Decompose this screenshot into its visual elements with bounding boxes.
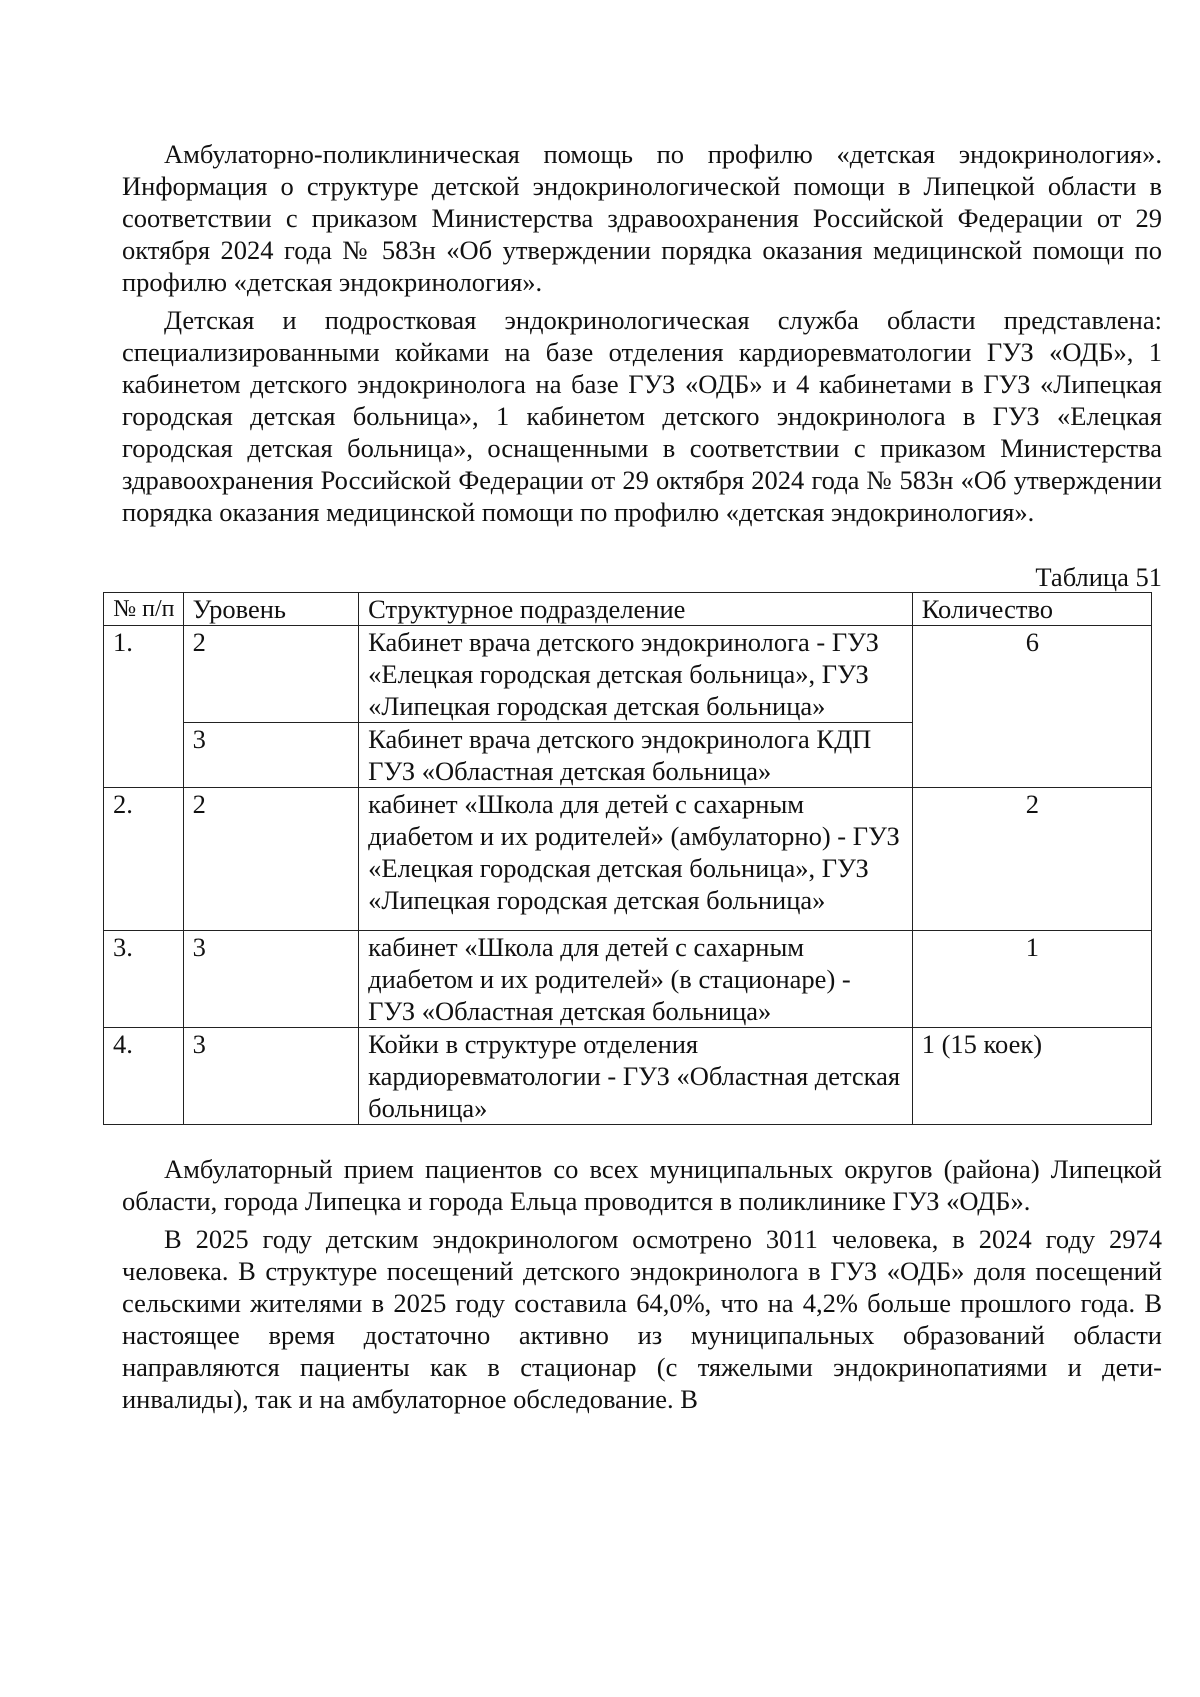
statistics-paragraph: В 2025 году детским эндокринологом осмотрено 3011 человека, в 2024 году 2974 человека. В структуре посещений детского эндокринолога в ГУЗ «ОДБ» доля посещений сельскими жителями в 2025 году составила 64,0%, что на 4,2% больше прошлого года. В настоящее время достаточно активно из муниципальных образований области направляются пациенты как в стационар (с тяжелыми эндокринопатиями и дети-инвалиды), так и на амбулаторное обследование. В [122, 1224, 1162, 1414]
outpatient-paragraph: Амбулаторный прием пациентов со всех муниципальных округов (района) Липецкой области, города Липецка и города Ельца проводится в поликлинике ГУЗ «ОДБ». [122, 1154, 1162, 1216]
table-row [104, 931, 1152, 1028]
cell-number: 4. [104, 1028, 184, 1125]
cell-quantity: 2 [912, 788, 1151, 931]
cell-unit: Кабинет врача детского эндокринолога КДП ГУЗ «Областная детская больница» [359, 723, 913, 788]
cell-level: 3 [183, 931, 358, 1028]
structure-table [103, 592, 1152, 1125]
cell-quantity: 1 [912, 931, 1151, 1028]
cell-level: 2 [183, 788, 358, 931]
cell-level: 3 [183, 1028, 358, 1125]
table-row [104, 1028, 1152, 1125]
cell-unit: Кабинет врача детского эндокринолога - ГУЗ «Елецкая городская детская больница», ГУЗ «Липецкая городская детская больница» [359, 626, 913, 723]
table-header-row [104, 593, 1152, 626]
document-page [113, 138, 1162, 1415]
header-level: Уровень [183, 593, 358, 626]
cell-level: 3 [183, 723, 358, 788]
header-number: № п/п [104, 593, 184, 626]
cell-number: 1. [104, 626, 184, 788]
cell-unit: кабинет «Школа для детей с сахарным диабетом и их родителей» (в стационаре) - ГУЗ «Областная детская больница» [359, 931, 913, 1028]
intro-paragraph: Амбулаторно-поликлиническая помощь по профилю «детская эндокринология». Информация о структуре детской эндокринологической помощи в Липецкой области в соответствии с приказом Министерства здравоохранения Российской Федерации от 29 октября 2024 года № 583н «Об утверждении порядка оказания медицинской помощи по профилю «детская эндокринология». [122, 139, 1162, 297]
table-row [104, 788, 1152, 931]
header-unit: Структурное подразделение [359, 593, 913, 626]
table-caption: Таблица 51 [1035, 562, 1162, 592]
cell-unit: кабинет «Школа для детей с сахарным диабетом и их родителей» (амбулаторно) - ГУЗ «Елецкая городская детская больница», ГУЗ «Липецкая городская детская больница» [359, 788, 913, 931]
table-row [104, 626, 1152, 723]
service-structure-paragraph: Детская и подростковая эндокринологическая служба области представлена: специализированными койками на базе отделения кардиоревматологии ГУЗ «ОДБ», 1 кабинетом детского эндокринолога на базе ГУЗ «ОДБ» и 4 кабинетами в ГУЗ «Липецкая городская детская больница», 1 кабинетом детского эндокринолога в ГУЗ «Елецкая городская детская больница», оснащенными в соответствии с приказом Министерства здравоохранения Российской Федерации от 29 октября 2024 года № 583н «Об утверждении порядка оказания медицинской помощи по профилю «детская эндокринология». [122, 305, 1162, 527]
cell-level: 2 [183, 626, 358, 723]
header-quantity: Количество [912, 593, 1151, 626]
cell-number: 2. [104, 788, 184, 931]
cell-quantity: 6 [912, 626, 1151, 788]
cell-unit: Койки в структуре отделения кардиоревматологии - ГУЗ «Областная детская больница» [359, 1028, 913, 1125]
cell-number: 3. [104, 931, 184, 1028]
cell-quantity: 1 (15 коек) [912, 1028, 1151, 1125]
